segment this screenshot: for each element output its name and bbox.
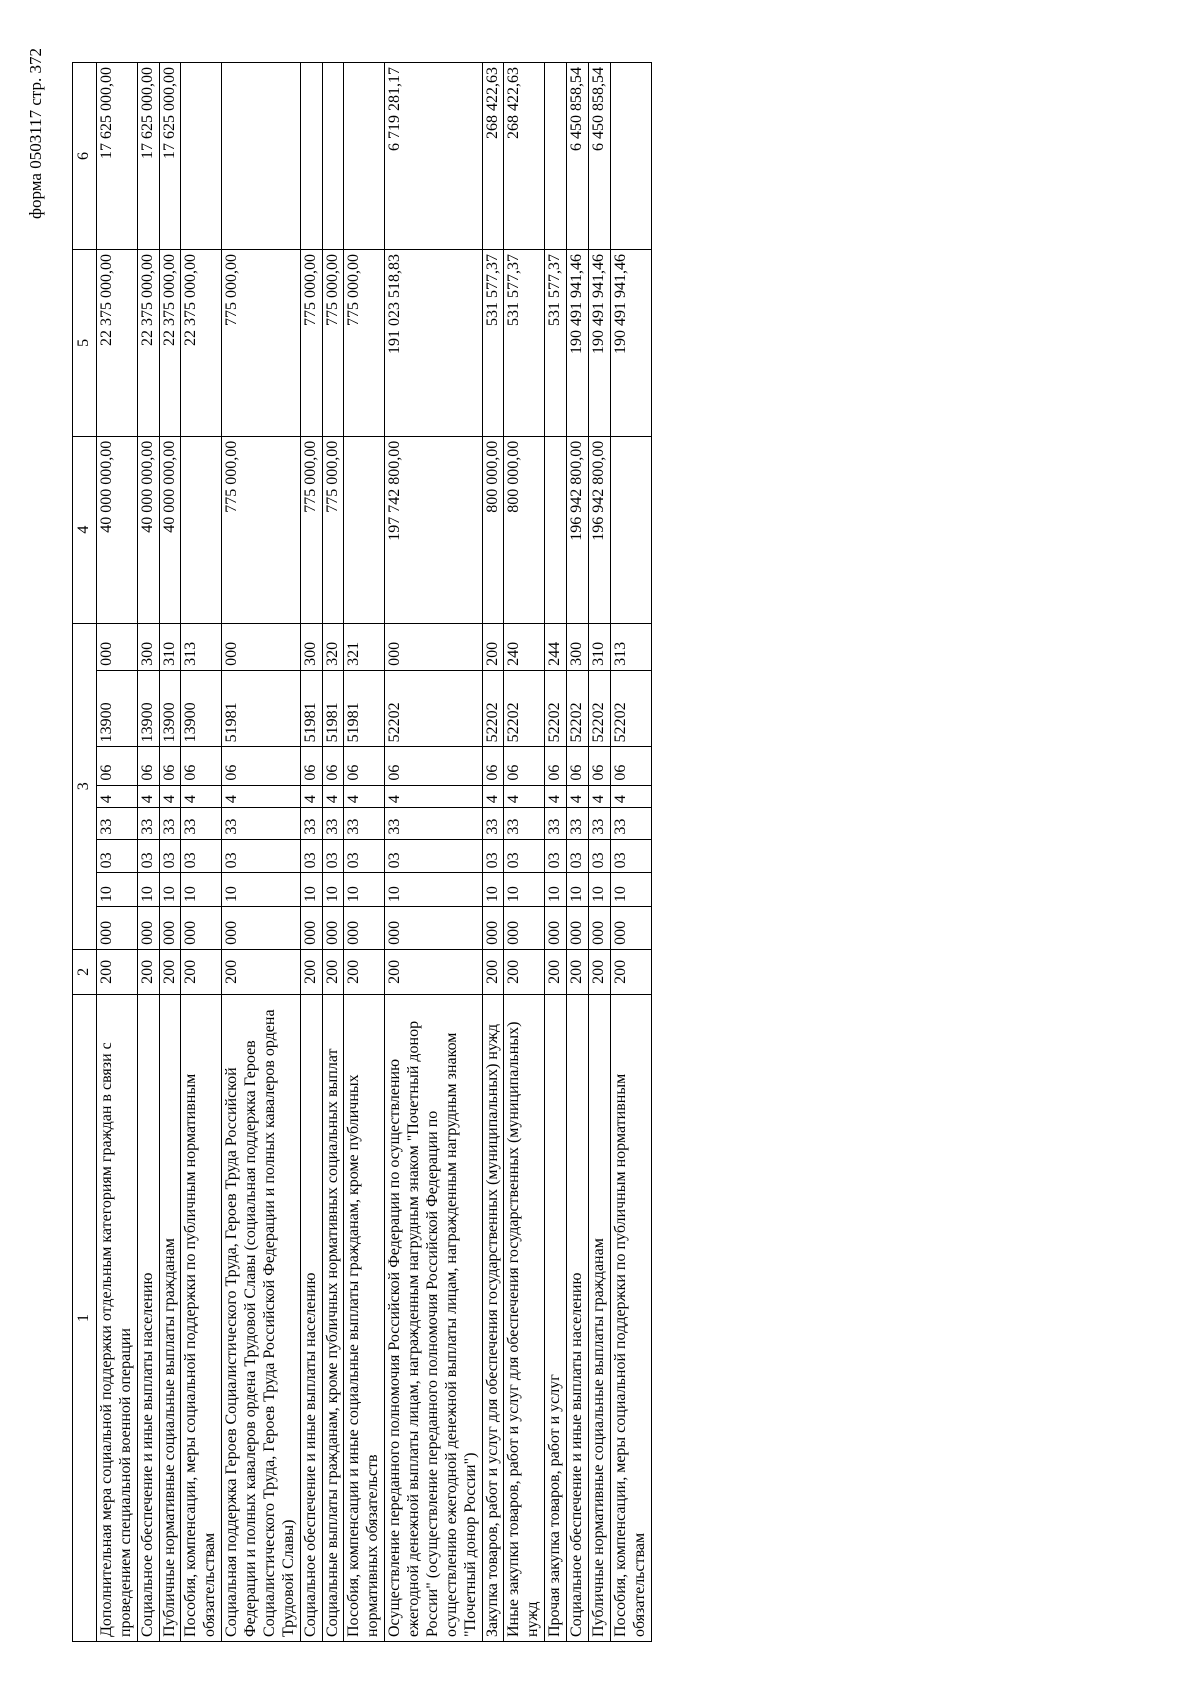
row-classification-code: 33 [588,808,610,840]
budget-execution-table [72,62,652,1642]
row-line-code: 200 [344,949,385,994]
header-col-5: 5 [73,249,97,436]
table-row [222,63,301,1642]
row-name: Пособия, компенсации и иные социальные выплаты гражданам, кроме публичных нормативных обязательств [344,994,385,1641]
row-classification-code: 51981 [322,670,344,747]
row-classification-code: 4 [588,785,610,808]
row-classification-code: 10 [322,873,344,907]
row-executed-amount: 22 375 000,00 [181,249,222,436]
row-unexecuted-amount: 6 719 281,17 [385,63,482,250]
row-executed-amount: 22 375 000,00 [96,249,137,436]
row-classification-code: 4 [222,785,301,808]
row-approved-amount [181,436,222,623]
row-classification-code: 240 [504,623,545,670]
row-classification-code: 13900 [181,670,222,747]
row-classification-code: 33 [159,808,181,840]
table-row [545,63,567,1642]
row-classification-code: 03 [504,839,545,873]
row-unexecuted-amount: 268 422,63 [482,63,504,250]
header-col-3: 3 [73,623,97,949]
row-classification-code: 06 [222,747,301,785]
row-name: Социальное обеспечение и иные выплаты населению [137,994,159,1641]
table-row [385,63,482,1642]
row-classification-code: 06 [588,747,610,785]
row-classification-code: 33 [610,808,651,840]
row-line-code: 200 [545,949,567,994]
row-unexecuted-amount: 6 450 858,54 [567,63,589,250]
table-header-row [73,63,97,1642]
row-line-code: 200 [96,949,137,994]
row-classification-code: 300 [300,623,322,670]
row-classification-code: 000 [482,907,504,950]
row-unexecuted-amount [344,63,385,250]
row-classification-code: 000 [181,907,222,950]
row-classification-code: 03 [482,839,504,873]
row-classification-code: 33 [181,808,222,840]
row-line-code: 200 [300,949,322,994]
row-line-code: 200 [181,949,222,994]
row-classification-code: 33 [96,808,137,840]
row-classification-code: 000 [385,623,482,670]
row-classification-code: 13900 [96,670,137,747]
row-unexecuted-amount: 268 422,63 [504,63,545,250]
row-classification-code: 33 [385,808,482,840]
row-classification-code: 13900 [159,670,181,747]
row-approved-amount [610,436,651,623]
row-executed-amount: 190 491 941,46 [567,249,589,436]
row-approved-amount: 775 000,00 [300,436,322,623]
row-approved-amount: 40 000 000,00 [159,436,181,623]
row-classification-code: 310 [588,623,610,670]
header-col-4: 4 [73,436,97,623]
row-classification-code: 10 [610,873,651,907]
row-classification-code: 03 [300,839,322,873]
row-unexecuted-amount: 17 625 000,00 [159,63,181,250]
row-name: Публичные нормативные социальные выплаты гражданам [588,994,610,1641]
row-classification-code: 03 [222,839,301,873]
row-classification-code: 000 [545,907,567,950]
row-classification-code: 06 [610,747,651,785]
row-classification-code: 4 [504,785,545,808]
row-classification-code: 10 [545,873,567,907]
row-executed-amount: 775 000,00 [344,249,385,436]
row-executed-amount: 531 577,37 [504,249,545,436]
row-classification-code: 06 [504,747,545,785]
table-row [588,63,610,1642]
row-line-code: 200 [482,949,504,994]
row-classification-code: 000 [300,907,322,950]
row-classification-code: 03 [137,839,159,873]
row-classification-code: 33 [344,808,385,840]
row-classification-code: 33 [300,808,322,840]
row-approved-amount [545,436,567,623]
row-classification-code: 33 [137,808,159,840]
row-line-code: 200 [222,949,301,994]
row-classification-code: 06 [385,747,482,785]
row-executed-amount: 190 491 941,46 [588,249,610,436]
row-name: Дополнительная мера социальной поддержки отдельным категориям граждан в связи с проведением специальной военной операции [96,994,137,1641]
row-classification-code: 52202 [567,670,589,747]
row-classification-code: 000 [159,907,181,950]
row-classification-code: 03 [610,839,651,873]
row-name: Закупка товаров, работ и услуг для обеспечения государственных (муниципальных) нужд [482,994,504,1641]
row-approved-amount: 40 000 000,00 [137,436,159,623]
row-executed-amount: 22 375 000,00 [159,249,181,436]
row-line-code: 200 [504,949,545,994]
row-classification-code: 33 [567,808,589,840]
row-classification-code: 4 [322,785,344,808]
row-classification-code: 200 [482,623,504,670]
rotated-page [26,40,1118,1672]
row-name: Публичные нормативные социальные выплаты гражданам [159,994,181,1641]
row-classification-code: 320 [322,623,344,670]
row-classification-code: 000 [344,907,385,950]
row-approved-amount: 196 942 800,00 [567,436,589,623]
table-row [344,63,385,1642]
row-classification-code: 03 [159,839,181,873]
row-classification-code: 33 [504,808,545,840]
row-classification-code: 000 [137,907,159,950]
header-col-2: 2 [73,949,97,994]
row-classification-code: 03 [344,839,385,873]
row-classification-code: 244 [545,623,567,670]
table-row [482,63,504,1642]
table-row [181,63,222,1642]
row-approved-amount [344,436,385,623]
row-classification-code: 03 [181,839,222,873]
row-line-code: 200 [588,949,610,994]
row-classification-code: 4 [344,785,385,808]
row-classification-code: 06 [300,747,322,785]
row-classification-code: 03 [545,839,567,873]
row-line-code: 200 [322,949,344,994]
row-approved-amount: 40 000 000,00 [96,436,137,623]
row-classification-code: 03 [385,839,482,873]
row-classification-code: 52202 [610,670,651,747]
row-approved-amount: 775 000,00 [222,436,301,623]
row-classification-code: 10 [567,873,589,907]
row-classification-code: 4 [300,785,322,808]
row-classification-code: 06 [159,747,181,785]
row-unexecuted-amount: 17 625 000,00 [96,63,137,250]
row-classification-code: 000 [504,907,545,950]
row-classification-code: 33 [482,808,504,840]
row-classification-code: 10 [344,873,385,907]
row-classification-code: 10 [300,873,322,907]
row-classification-code: 10 [504,873,545,907]
row-classification-code: 000 [222,623,301,670]
row-classification-code: 52202 [504,670,545,747]
row-line-code: 200 [159,949,181,994]
table-row [159,63,181,1642]
row-classification-code: 06 [545,747,567,785]
row-classification-code: 000 [322,907,344,950]
row-executed-amount: 22 375 000,00 [137,249,159,436]
row-classification-code: 51981 [222,670,301,747]
row-name: Социальное обеспечение и иные выплаты населению [300,994,322,1641]
row-classification-code: 4 [567,785,589,808]
row-classification-code: 06 [482,747,504,785]
row-classification-code: 51981 [344,670,385,747]
row-classification-code: 13900 [137,670,159,747]
table-body [96,63,651,1642]
row-classification-code: 300 [567,623,589,670]
row-unexecuted-amount [300,63,322,250]
row-classification-code: 10 [482,873,504,907]
row-classification-code: 33 [222,808,301,840]
row-classification-code: 52202 [588,670,610,747]
table-row [322,63,344,1642]
row-classification-code: 10 [588,873,610,907]
table-row [567,63,589,1642]
row-classification-code: 000 [385,907,482,950]
row-line-code: 200 [610,949,651,994]
row-classification-code: 33 [545,808,567,840]
row-name: Социальная поддержка Героев Социалистического Труда, Героев Труда Российской Федерации и полных кавалеров ордена Трудовой Славы (социальная поддержка Героев Социалистического Труда, Героев Труда Российской Федерации и полных кавалеров ордена Трудовой Славы) [222,994,301,1641]
row-unexecuted-amount [322,63,344,250]
row-classification-code: 000 [96,623,137,670]
row-classification-code: 10 [222,873,301,907]
row-classification-code: 52202 [385,670,482,747]
row-classification-code: 10 [181,873,222,907]
table-row [137,63,159,1642]
row-classification-code: 10 [159,873,181,907]
row-classification-code: 06 [344,747,385,785]
row-classification-code: 06 [137,747,159,785]
row-classification-code: 321 [344,623,385,670]
row-classification-code: 4 [96,785,137,808]
row-classification-code: 4 [159,785,181,808]
row-name: Пособия, компенсации, меры социальной поддержки по публичным нормативным обязательствам [610,994,651,1641]
row-classification-code: 52202 [482,670,504,747]
row-line-code: 200 [567,949,589,994]
row-classification-code: 06 [96,747,137,785]
row-unexecuted-amount [610,63,651,250]
row-classification-code: 4 [482,785,504,808]
row-classification-code: 000 [96,907,137,950]
row-classification-code: 300 [137,623,159,670]
row-classification-code: 10 [96,873,137,907]
row-classification-code: 52202 [545,670,567,747]
row-approved-amount: 800 000,00 [504,436,545,623]
row-unexecuted-amount: 17 625 000,00 [137,63,159,250]
row-approved-amount: 775 000,00 [322,436,344,623]
row-executed-amount: 191 023 518,83 [385,249,482,436]
row-classification-code: 33 [322,808,344,840]
row-classification-code: 06 [322,747,344,785]
row-classification-code: 310 [159,623,181,670]
row-classification-code: 03 [588,839,610,873]
row-approved-amount: 197 742 800,00 [385,436,482,623]
table-row [504,63,545,1642]
row-name: Социальные выплаты гражданам, кроме публичных нормативных социальных выплат [322,994,344,1641]
row-classification-code: 03 [96,839,137,873]
row-classification-code: 06 [181,747,222,785]
row-classification-code: 10 [137,873,159,907]
row-unexecuted-amount [181,63,222,250]
form-label: форма 0503117 стр. 372 [26,48,45,219]
row-classification-code: 4 [385,785,482,808]
row-classification-code: 000 [610,907,651,950]
row-executed-amount: 531 577,37 [545,249,567,436]
table-row [300,63,322,1642]
row-classification-code: 000 [588,907,610,950]
header-col-1: 1 [73,994,97,1641]
row-name: Пособия, компенсации, меры социальной поддержки по публичным нормативным обязательствам [181,994,222,1641]
row-classification-code: 000 [567,907,589,950]
row-executed-amount: 775 000,00 [300,249,322,436]
row-executed-amount: 531 577,37 [482,249,504,436]
table-row [96,63,137,1642]
row-approved-amount: 800 000,00 [482,436,504,623]
row-classification-code: 4 [610,785,651,808]
row-classification-code: 06 [567,747,589,785]
row-classification-code: 313 [181,623,222,670]
row-executed-amount: 775 000,00 [222,249,301,436]
header-col-6: 6 [73,63,97,250]
row-executed-amount: 775 000,00 [322,249,344,436]
row-line-code: 200 [385,949,482,994]
row-name: Осуществление переданного полномочия Российской Федерации по осуществлению ежегодной денежной выплаты лицам, награжденным нагрудным знаком "Почетный донор России" (осуществление переданного полномочия Российской Федерации по осуществлению ежегодной денежной выплаты лицам, награжденным нагрудным знаком "Почетный донор России") [385,994,482,1641]
row-classification-code: 03 [322,839,344,873]
row-classification-code: 10 [385,873,482,907]
row-name: Социальное обеспечение и иные выплаты населению [567,994,589,1641]
table-row [610,63,651,1642]
row-classification-code: 51981 [300,670,322,747]
row-classification-code: 4 [181,785,222,808]
row-approved-amount: 196 942 800,00 [588,436,610,623]
row-classification-code: 313 [610,623,651,670]
row-unexecuted-amount [545,63,567,250]
row-line-code: 200 [137,949,159,994]
row-unexecuted-amount [222,63,301,250]
row-name: Прочая закупка товаров, работ и услуг [545,994,567,1641]
row-classification-code: 4 [545,785,567,808]
row-unexecuted-amount: 6 450 858,54 [588,63,610,250]
row-executed-amount: 190 491 941,46 [610,249,651,436]
row-classification-code: 000 [222,907,301,950]
row-name: Иные закупки товаров, работ и услуг для обеспечения государственных (муниципальных) нужд [504,994,545,1641]
row-classification-code: 4 [137,785,159,808]
row-classification-code: 03 [567,839,589,873]
